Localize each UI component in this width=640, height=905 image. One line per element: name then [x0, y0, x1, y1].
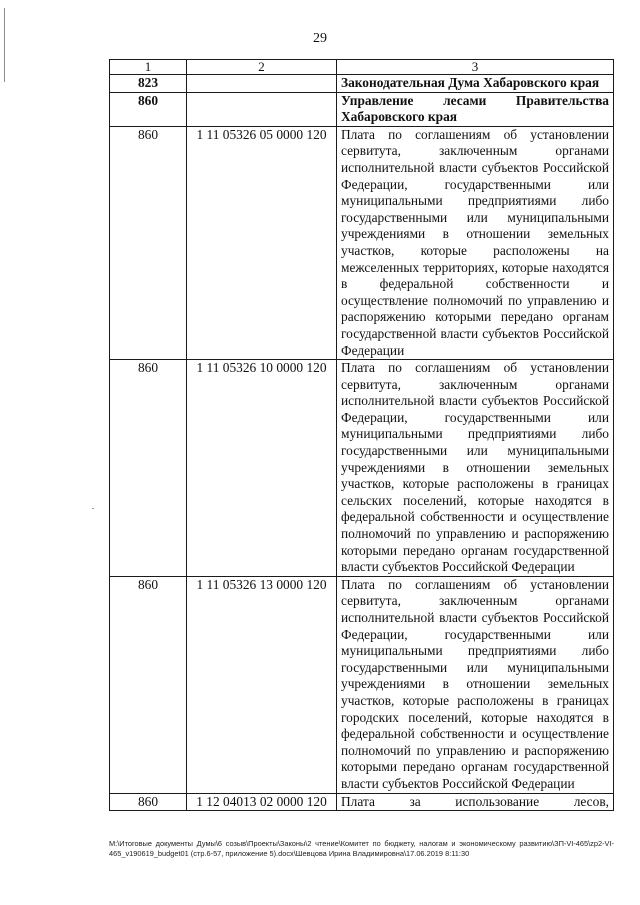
table-row [110, 126, 614, 359]
revenue-name-cell: Управление лесами Правительства Хабаровского края [337, 92, 614, 126]
table-row [110, 92, 614, 126]
column-header-1: 1 [110, 60, 187, 75]
page-number: 29 [313, 31, 327, 46]
table-row [110, 793, 614, 811]
revenue-code-cell: 1 12 04013 02 0000 120 [187, 793, 337, 811]
document-path-footer: M:\Итоговые документы Думы\6 созыв\Проекты\Законы\2 чтение\Комитет по бюджету, налогам и экономическому развитию\ЗП-VI-465\zp2-VI-465_v190619_budget01 (стр.6-57, приложение 5).docx\Шевцова Ирина Владимировна\17.06.2019 8:11:30 [109, 839, 614, 858]
revenue-name-cell: Плата по соглашениям об установлении сервитута, заключенным органами исполнительной власти субъектов Российской Федерации, государственными или муниципальными предприятиями либо государственными или муниципальными учреждениями в отношении земельных участков, которые расположены в границах сельских поселений, которые находятся в федеральной собственности и осуществление полномочий по управлению и распоряжению которыми передано органам государственной власти субъектов Российской Федерации [337, 360, 614, 577]
table-row [110, 75, 614, 93]
revenue-code-cell [187, 75, 337, 93]
revenue-name-cell: Законодательная Дума Хабаровского края [337, 75, 614, 93]
revenue-code-cell: 1 11 05326 13 0000 120 [187, 576, 337, 793]
admin-code-cell: 860 [110, 576, 187, 793]
revenue-name-cell: Плата за использование лесов, [337, 793, 614, 811]
admin-code-cell: 823 [110, 75, 187, 93]
admin-code-cell: 860 [110, 126, 187, 359]
revenue-codes-table [109, 59, 614, 811]
revenue-code-cell: 1 11 05326 10 0000 120 [187, 360, 337, 577]
table-row [110, 576, 614, 793]
admin-code-cell: 860 [110, 92, 187, 126]
revenue-name-cell: Плата по соглашениям об установлении сервитута, заключенным органами исполнительной власти субъектов Российской Федерации, государственными или муниципальными предприятиями либо государственными или муниципальными учреждениями в отношении земельных участков, которые расположены в границах городских поселений, которые находятся в федеральной собственности и осуществление полномочий по управлению и распоряжению которыми передано органам государственной власти субъектов Российской Федерации [337, 576, 614, 793]
admin-code-cell: 860 [110, 360, 187, 577]
column-header-3: 3 [337, 60, 614, 75]
admin-code-cell: 860 [110, 793, 187, 811]
column-header-2: 2 [187, 60, 337, 75]
revenue-code-cell [187, 92, 337, 126]
table-header-row [110, 60, 614, 75]
table-row [110, 360, 614, 577]
revenue-name-cell: Плата по соглашениям об установлении сервитута, заключенным органами исполнительной власти субъектов Российской Федерации, государственными или муниципальными предприятиями либо государственными или муниципальными учреждениями в отношении земельных участков, которые расположены на межселенных территориях, которые находятся в федеральной собственности и осуществление полномочий по управлению и распоряжению которыми передано органам государственной власти субъектов Российской Федерации [337, 126, 614, 359]
revenue-code-cell: 1 11 05326 05 0000 120 [187, 126, 337, 359]
scan-speck [92, 508, 94, 509]
